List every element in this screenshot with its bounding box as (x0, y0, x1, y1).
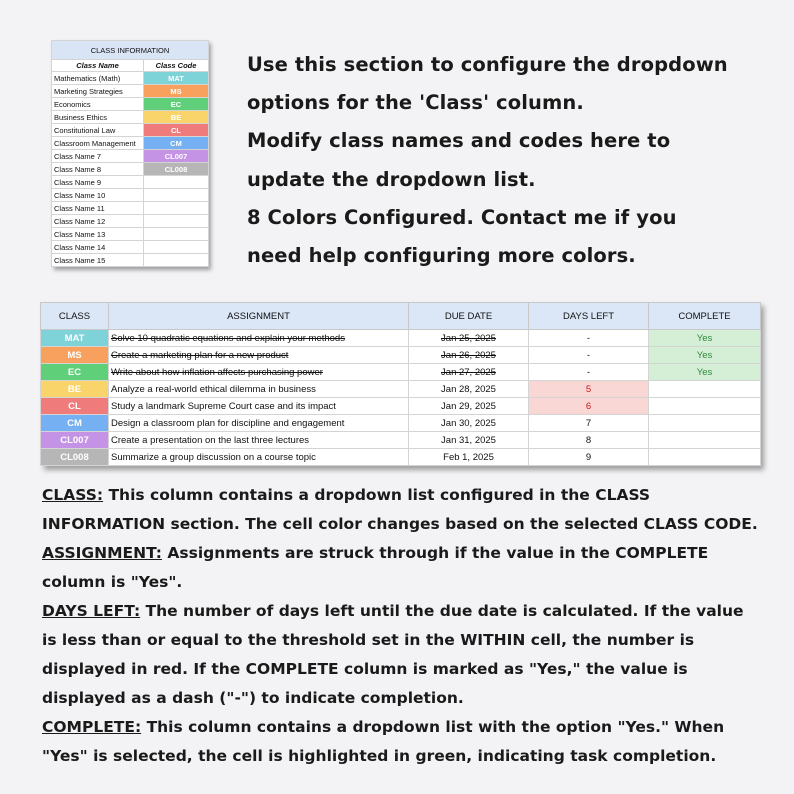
assignment-description-text: Assignments are struck through if the value in the COMPLETE column is "Yes". (42, 544, 709, 591)
class-name-cell[interactable]: Class Name 15 (52, 254, 144, 267)
intro-line: update the dropdown list. (247, 167, 536, 191)
due-date-cell[interactable]: Jan 29, 2025 (409, 398, 529, 415)
class-name-header: Class Name (52, 60, 144, 72)
class-information-title: CLASS INFORMATION (52, 41, 209, 60)
class-description (42, 481, 762, 539)
days-left-cell: 7 (529, 415, 649, 432)
class-name-cell[interactable]: Constitutional Law (52, 124, 144, 137)
assignment-cell[interactable]: Solve 10 quadratic equations and explain your methods (109, 330, 409, 347)
intro-line: Use this section to configure the dropdown (247, 53, 728, 76)
class-info-row (52, 137, 209, 150)
complete-dropdown-cell[interactable] (649, 449, 761, 466)
days-left-description-label: DAYS LEFT: (42, 602, 141, 620)
due-date-cell[interactable]: Jan 27, 2025 (409, 364, 529, 381)
due-date-cell[interactable]: Jan 30, 2025 (409, 415, 529, 432)
class-dropdown-cell[interactable]: BE (41, 381, 109, 398)
class-code-cell[interactable]: CL (144, 124, 209, 137)
complete-column-header: COMPLETE (649, 303, 761, 330)
intro-line: Modify class names and codes here to (247, 129, 671, 153)
class-information-panel (51, 40, 208, 267)
assignment-cell[interactable]: Create a marketing plan for a new product (109, 347, 409, 364)
days-left-cell: - (529, 330, 649, 347)
complete-dropdown-cell[interactable]: Yes (649, 364, 761, 381)
due-date-cell[interactable]: Jan 26, 2025 (409, 347, 529, 364)
class-dropdown-cell[interactable]: MS (41, 347, 109, 364)
intro-line: options for the 'Class' column. (247, 91, 584, 115)
class-code-cell[interactable] (144, 176, 209, 189)
complete-dropdown-cell[interactable] (649, 432, 761, 449)
class-code-cell[interactable]: BE (144, 111, 209, 124)
class-column-header: CLASS (41, 303, 109, 330)
class-dropdown-cell[interactable]: CL008 (41, 449, 109, 466)
due-date-column-header: DUE DATE (409, 303, 529, 330)
class-code-cell[interactable]: CM (144, 137, 209, 150)
class-dropdown-cell[interactable]: CM (41, 415, 109, 432)
assignment-cell[interactable]: Study a landmark Supreme Court case and its impact (109, 398, 409, 415)
class-code-cell[interactable] (144, 215, 209, 228)
class-description-label: CLASS: (42, 486, 104, 504)
class-name-cell[interactable]: Class Name 13 (52, 228, 144, 241)
complete-description-label: COMPLETE: (42, 718, 142, 736)
assignment-row (41, 381, 761, 398)
class-code-cell[interactable]: MS (144, 85, 209, 98)
days-left-cell: 9 (529, 449, 649, 466)
class-code-cell[interactable] (144, 189, 209, 202)
class-name-cell[interactable]: Class Name 10 (52, 189, 144, 202)
assignment-row (41, 330, 761, 347)
class-dropdown-cell[interactable]: EC (41, 364, 109, 381)
class-name-cell[interactable]: Class Name 8 (52, 163, 144, 176)
class-name-cell[interactable]: Class Name 7 (52, 150, 144, 163)
class-info-row (52, 228, 209, 241)
class-info-row (52, 241, 209, 254)
class-description-text: This column contains a dropdown list configured in the CLASS INFORMATION section. The cell color changes based on the selected CLASS CODE. (42, 486, 758, 533)
due-date-cell[interactable]: Jan 25, 2025 (409, 330, 529, 347)
class-code-cell[interactable]: EC (144, 98, 209, 111)
assignment-cell[interactable]: Summarize a group discussion on a course topic (109, 449, 409, 466)
class-dropdown-cell[interactable]: CL (41, 398, 109, 415)
intro-line: 8 Colors Configured. Contact me if you (247, 205, 677, 229)
class-name-cell[interactable]: Marketing Strategies (52, 85, 144, 98)
assignment-description (42, 539, 762, 597)
class-code-cell[interactable]: MAT (144, 72, 209, 85)
class-info-row (52, 85, 209, 98)
class-info-row (52, 163, 209, 176)
days-left-description (42, 597, 762, 713)
assignment-row (41, 398, 761, 415)
assignment-cell[interactable]: Analyze a real-world ethical dilemma in business (109, 381, 409, 398)
class-info-row (52, 254, 209, 267)
class-info-row (52, 72, 209, 85)
class-name-cell[interactable]: Economics (52, 98, 144, 111)
class-info-row (52, 202, 209, 215)
class-info-row (52, 215, 209, 228)
complete-dropdown-cell[interactable]: Yes (649, 347, 761, 364)
class-info-row (52, 189, 209, 202)
complete-dropdown-cell[interactable] (649, 415, 761, 432)
class-code-cell[interactable]: CL007 (144, 150, 209, 163)
class-information-table (51, 40, 209, 267)
assignment-table (40, 302, 761, 466)
days-left-column-header: DAYS LEFT (529, 303, 649, 330)
class-code-header: Class Code (144, 60, 209, 72)
class-info-row (52, 124, 209, 137)
due-date-cell[interactable]: Jan 28, 2025 (409, 381, 529, 398)
configuration-instructions (247, 46, 777, 275)
assignment-row (41, 347, 761, 364)
class-code-cell[interactable] (144, 228, 209, 241)
assignment-row (41, 364, 761, 381)
days-left-cell: - (529, 347, 649, 364)
class-info-row (52, 150, 209, 163)
class-name-cell[interactable]: Class Name 11 (52, 202, 144, 215)
due-date-cell[interactable]: Feb 1, 2025 (409, 449, 529, 466)
assignment-column-header: ASSIGNMENT (109, 303, 409, 330)
complete-dropdown-cell[interactable] (649, 398, 761, 415)
class-info-row (52, 111, 209, 124)
assignment-cell[interactable]: Create a presentation on the last three lectures (109, 432, 409, 449)
class-code-cell[interactable] (144, 241, 209, 254)
class-name-cell[interactable]: Class Name 9 (52, 176, 144, 189)
complete-dropdown-cell[interactable] (649, 381, 761, 398)
class-code-cell[interactable]: CL008 (144, 163, 209, 176)
class-info-row (52, 98, 209, 111)
class-dropdown-cell[interactable]: CL007 (41, 432, 109, 449)
class-code-cell[interactable] (144, 254, 209, 267)
assignment-description-label: ASSIGNMENT: (42, 544, 162, 562)
days-left-cell: - (529, 364, 649, 381)
assignment-row (41, 432, 761, 449)
class-name-cell[interactable]: Mathematics (Math) (52, 72, 144, 85)
days-left-cell: 5 (529, 381, 649, 398)
assignment-row (41, 415, 761, 432)
assignment-row (41, 449, 761, 466)
complete-dropdown-cell[interactable]: Yes (649, 330, 761, 347)
assignment-cell[interactable]: Design a classroom plan for discipline and engagement (109, 415, 409, 432)
days-left-cell: 8 (529, 432, 649, 449)
assignment-cell[interactable]: Write about how inflation affects purchasing power (109, 364, 409, 381)
complete-description-text: This column contains a dropdown list with the option "Yes." When "Yes" is selected, the cell is highlighted in green, indicating task completion. (42, 718, 725, 765)
days-left-cell: 6 (529, 398, 649, 415)
days-left-description-text: The number of days left until the due date is calculated. If the value is less than or equal to the threshold set in the WITHIN cell, the number is displayed in red. If the COMPLETE column is marked as "Yes," the value is displayed as a dash ("-") to indicate completion. (42, 602, 744, 707)
class-info-row (52, 176, 209, 189)
complete-description (42, 713, 762, 771)
class-code-cell[interactable] (144, 202, 209, 215)
assignment-tracker (40, 302, 760, 466)
column-descriptions (42, 481, 762, 771)
class-dropdown-cell[interactable]: MAT (41, 330, 109, 347)
due-date-cell[interactable]: Jan 31, 2025 (409, 432, 529, 449)
class-name-cell[interactable]: Class Name 12 (52, 215, 144, 228)
intro-line: need help configuring more colors. (247, 244, 636, 268)
class-name-cell[interactable]: Class Name 14 (52, 241, 144, 254)
class-name-cell[interactable]: Business Ethics (52, 111, 144, 124)
class-name-cell[interactable]: Classroom Management (52, 137, 144, 150)
